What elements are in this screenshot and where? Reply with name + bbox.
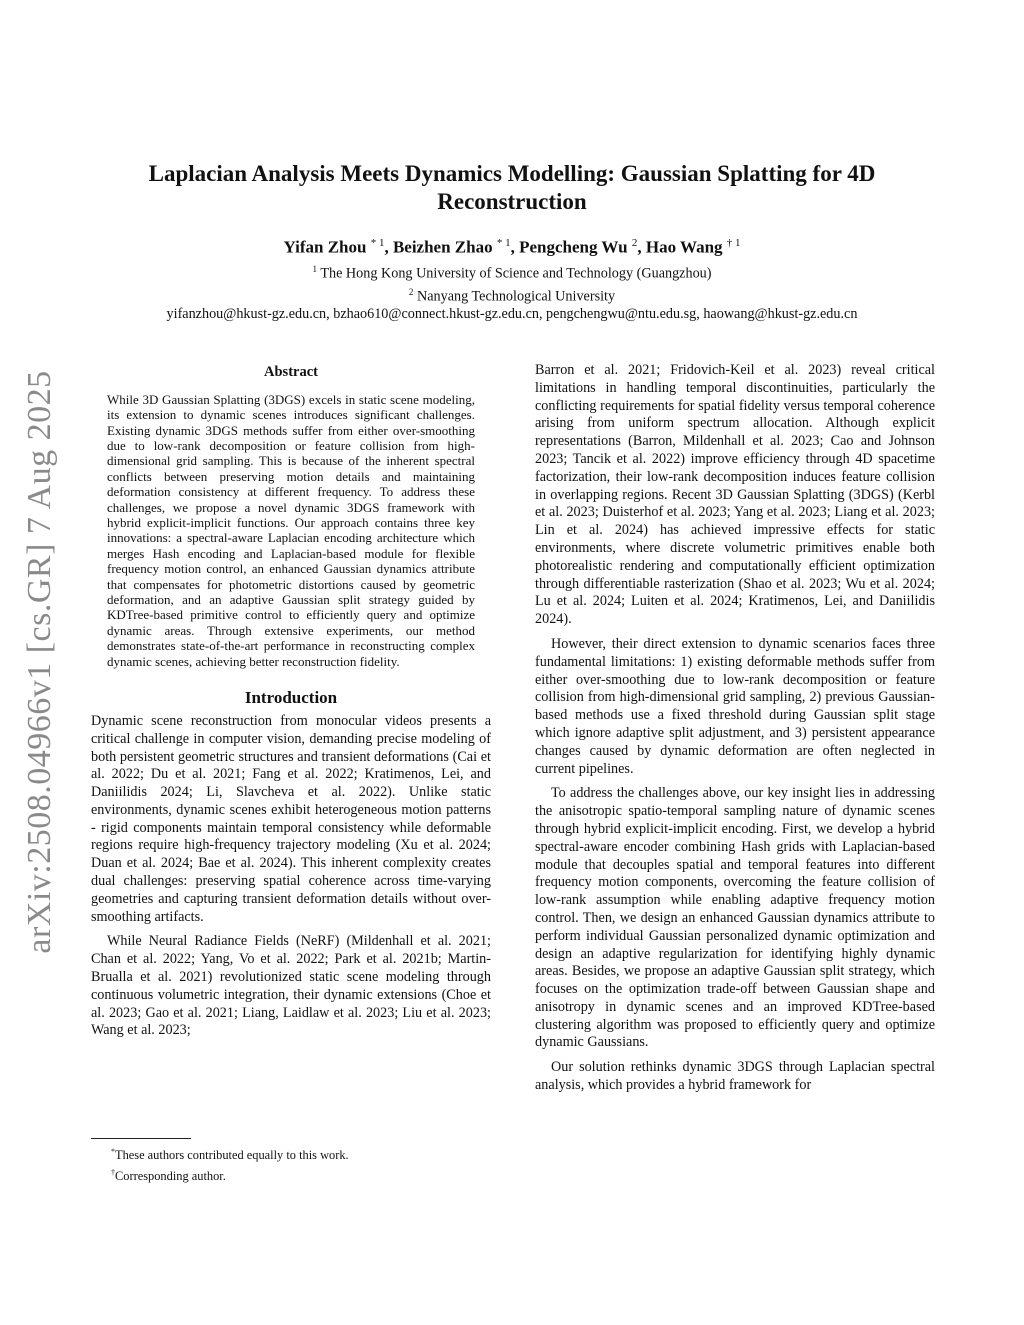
author-affil-mark: 2 [631,237,638,249]
affiliation-text: The Hong Kong University of Science and Technology (Guangzhou) [320,265,712,282]
author-affil-mark: * 1 [496,237,511,249]
paragraph: Dynamic scene reconstruction from monocular videos presents a critical challenge in computer vision, demanding precise modeling of both persistent geometric structures and transient deformations (Cai et al. 2022; Du et al. 2021; Fang et al. 2022; Kratimenos, Lei, and Daniilidis 2024; Li, Slavcheva et al. 2022). Unlike static environments, dynamic scenes exhibit heterogeneous motion patterns - rigid components maintain temporal consistency while deformable regions require high-frequency trajectory modeling (Xu et al. 2024; Duan et al. 2024; Bae et al. 2024). This inherent complexity creates dual challenges: preserving spatial coherence across time-varying geometries and capturing transient deformation details without over-smoothing artifacts. [91,712,491,925]
arxiv-identifier: arXiv:2508.04966v1 [cs.GR] 7 Aug 2025 [21,370,58,954]
affiliation-mark: 2 [408,286,414,297]
paper-title: Laplacian Analysis Meets Dynamics Modelling: Gaussian Splatting for 4D Reconstruction [148,161,876,214]
paragraph: Barron et al. 2021; Fridovich-Keil et al. 2023) reveal critical limitations in handling temporal discontinuities, particularly the conflicting requirements for spatial fidelity versus temporal coherence arising from uniform spectrum allocation. Although explicit representations (Barron, Mildenhall et al. 2023; Cao and Johnson 2023; Tancik et al. 2022) improve efficiency through 4D spacetime factorization, their low-rank decomposition induces feature collision in overlapping regions. Recent 3D Gaussian Splatting (3DGS) (Kerbl et al. 2023; Duisterhof et al. 2023; Yang et al. 2023; Liang et al. 2023; Lin et al. 2024) has achieved impressive effects for static environments, where discrete volumetric primitives enable both photorealistic rendering and computationally efficient optimization through differentiable rasterization (Shao et al. 2023; Wu et al. 2024; Lu et al. 2024; Luiten et al. 2024; Kratimenos, Lei, and Daniilidis 2024). [535,362,935,628]
affiliation-1 [60,260,964,283]
footnote-text: These authors contributed equally to this work. [115,1148,349,1163]
paragraph: Our solution rethinks dynamic 3DGS through Laplacian spectral analysis, which provides a hybrid framework for [535,1059,935,1094]
author-name: Pengcheng Wu [519,237,628,257]
affiliation-text: Nanyang Technological University [416,288,616,305]
right-column [535,362,935,1095]
introduction-heading: Introduction [244,688,338,708]
author-affil-mark: * 1 [370,237,385,249]
footnote [91,1164,491,1185]
author-separator: , [384,237,393,257]
author-separator: , [637,237,646,257]
footnote-text: Corresponding author. [115,1169,226,1184]
affiliation-mark: 1 [312,264,318,274]
footnotes [91,1138,491,1185]
paragraph: However, their direct extension to dynamic scenarios faces three fundamental limitations: 1) existing deformable methods suffer from either over-smoothing due to low-rank decomposition or feature collision from high-dimensional grid sampling, 2) previous Gaussian-based methods use a fixed threshold during Gaussian split stage which ignore adaptive split adjustment, and 3) persistent appearance changes caused by dynamic deformation are often neglected in current pipelines. [535,635,935,777]
abstract-heading: Abstract [264,364,318,380]
footnote [91,1143,491,1164]
affiliations [60,260,964,323]
author-name: Yifan Zhou [283,237,367,257]
footnote-mark: * [111,1147,115,1156]
author-affil-mark: † 1 [726,237,741,249]
paragraph: While Neural Radiance Fields (NeRF) (Mildenhall et al. 2021; Chan et al. 2022; Yang, Vo et al. 2022; Park et al. 2021b; Martin-Brualla et al. 2021) revolutionized static scene modeling through continuous volumetric integration, their dynamic extensions (Choe et al. 2023; Gao et al. 2021; Liang, Laidlaw et al. 2023; Liu et al. 2023; Wang et al. 2023; [91,933,491,1039]
author-name: Hao Wang [645,237,723,257]
footnote-rule [91,1138,191,1139]
abstract-text: While 3D Gaussian Splatting (3DGS) excels in static scene modeling, its extension to dynamic scenes introduces significant challenges. Existing dynamic 3DGS methods suffer from either over-smoothing due to low-rank decomposition or feature collision from high-dimensional grid sampling. This is because of the inherent spectral conflicts between preserving motion details and maintaining deformation consistency at different frequency. To address these challenges, we propose a novel dynamic 3DGS framework with hybrid explicit-implicit functions. Our approach contains three key innovations: a spectral-aware Laplacian encoding architecture which merges Hash encoding and Laplacian-based module for flexible frequency motion control, an enhanced Gaussian dynamics attribute that compensates for photometric distortions caused by geometric deformation, and an adaptive Gaussian split strategy guided by KDTree-based primitive control to efficiently query and optimize dynamic areas. Through extensive experiments, our method demonstrates state-of-the-art performance in reconstructing complex dynamic scenes, achieving better reconstruction fidelity. [107,391,475,669]
left-column [91,364,491,1040]
footnote-mark: † [111,1168,115,1178]
affiliation-2 [60,283,964,306]
author-separator: , [510,237,520,257]
paragraph: To address the challenges above, our key insight lies in addressing the anisotropic spatio-temporal sampling nature of dynamic scenes through hybrid explicit-implicit encoding. First, we develop a hybrid spectral-aware encoder combining Hash grids with Laplacian-based module that decouples spatial and temporal features into different frequency motion components, overcoming the feature collision of low-rank assumption while enabling adaptive frequency motion control. Then, we design an enhanced Gaussian dynamics attribute to perform individual Gaussian personalized dynamic optimization and design an adaptive regularization for identifying highly dynamic areas. Besides, we propose an adaptive Gaussian split strategy, which focuses on the optimization trade-off between Gaussian shape and anisotropy in dynamic scenes and an improved KDTree-based clustering algorithm was proposed to efficiently query and optimize dynamic Gaussians. [535,785,935,1051]
author-emails: yifanzhou@hkust-gz.edu.cn, bzhao610@connect.hkust-gz.edu.cn, pengchengwu@ntu.edu.sg, haowang@hkust-gz.edu.cn [166,306,858,323]
author-name: Beizhen Zhao [392,237,493,257]
author-list [92,232,932,259]
